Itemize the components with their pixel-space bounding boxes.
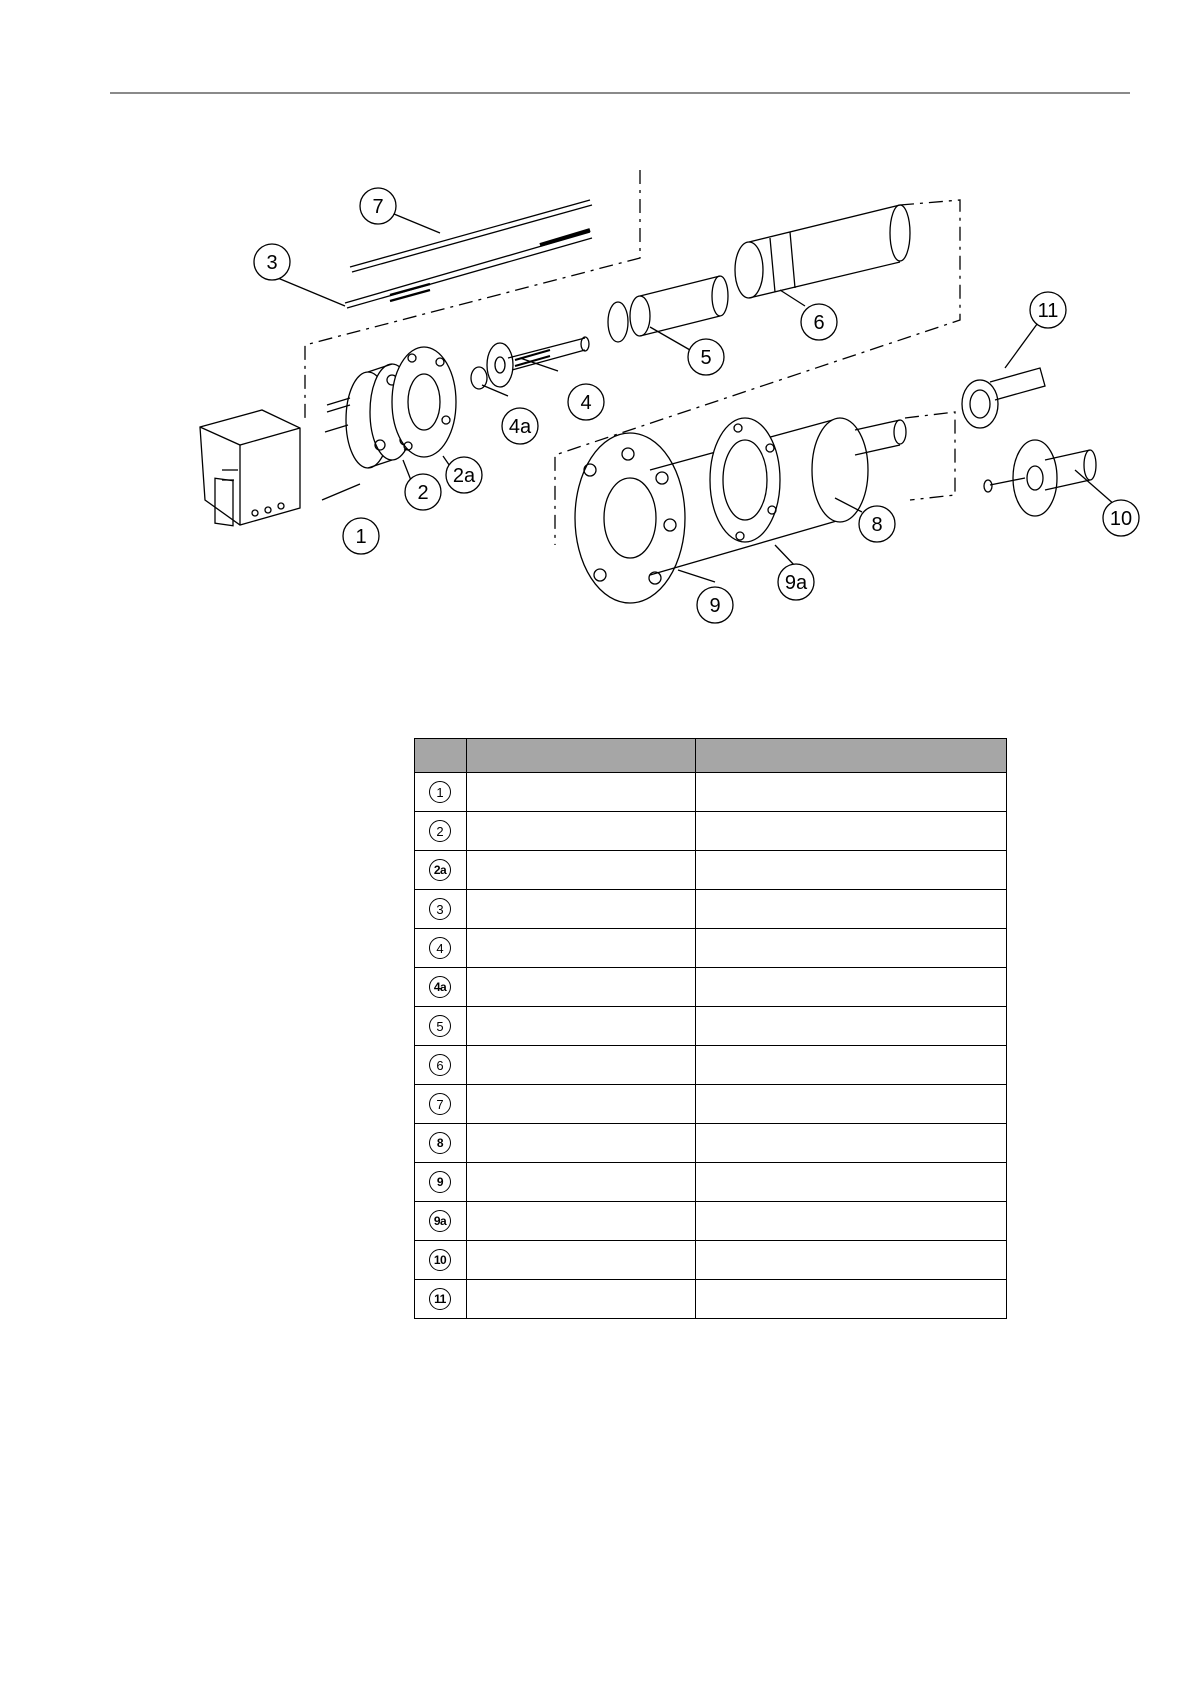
leader-1 xyxy=(322,484,360,500)
callout-2a-label: 2a xyxy=(452,465,476,487)
row-cell-b xyxy=(696,1046,1007,1085)
row-number-cell xyxy=(415,929,467,968)
row-cell-b xyxy=(696,1007,1007,1046)
row-cell-b xyxy=(696,1124,1007,1163)
row-cell-b xyxy=(696,1085,1007,1124)
junction-box-part xyxy=(200,410,300,526)
callout-1-label: 1 xyxy=(355,526,367,548)
callout-5-label: 5 xyxy=(700,347,712,369)
row-cell-b xyxy=(696,1163,1007,1202)
flange-9-part xyxy=(575,433,685,603)
callout-3-label: 3 xyxy=(266,252,278,274)
row-cell-a xyxy=(467,1007,696,1046)
item-number-badge: 9a xyxy=(429,1210,451,1232)
group-outline-flange xyxy=(905,412,955,500)
item-number-badge: 2 xyxy=(429,820,451,842)
item-number-badge: 1 xyxy=(429,781,451,803)
holder-part xyxy=(487,337,589,387)
table-row xyxy=(415,890,1007,929)
row-number-cell xyxy=(415,968,467,1007)
leader-11 xyxy=(1005,320,1040,368)
table-row xyxy=(415,1280,1007,1319)
row-cell-a xyxy=(467,929,696,968)
table-row xyxy=(415,812,1007,851)
item-number-badge: 4 xyxy=(429,937,451,959)
leader-7 xyxy=(394,214,440,233)
flange-9a-part xyxy=(710,418,780,542)
row-cell-b xyxy=(696,1241,1007,1280)
row-cell-b xyxy=(696,890,1007,929)
table-row xyxy=(415,1007,1007,1046)
gasket-2a-part xyxy=(392,347,456,457)
row-number-cell xyxy=(415,1085,467,1124)
sleeve-part xyxy=(962,368,1045,428)
item-number-badge: 8 xyxy=(429,1132,451,1154)
row-cell-a xyxy=(467,968,696,1007)
row-cell-a xyxy=(467,1046,696,1085)
table-row xyxy=(415,1202,1007,1241)
callout-9a-label: 9a xyxy=(784,572,808,594)
table-row xyxy=(415,1124,1007,1163)
row-cell-a xyxy=(467,1202,696,1241)
item-number-badge: 4a xyxy=(429,976,451,998)
row-number-cell xyxy=(415,812,467,851)
row-number-cell xyxy=(415,1046,467,1085)
outer-tube-part xyxy=(735,205,910,298)
callout-11-label: 11 xyxy=(1037,300,1059,322)
parts-list-table xyxy=(414,738,1007,1319)
row-number-cell xyxy=(415,1124,467,1163)
header-number xyxy=(415,739,467,773)
leader-6 xyxy=(780,290,805,306)
row-cell-a xyxy=(467,812,696,851)
row-cell-b xyxy=(696,929,1007,968)
row-cell-a xyxy=(467,1163,696,1202)
table-row xyxy=(415,1046,1007,1085)
leader-3 xyxy=(273,276,345,306)
row-cell-a xyxy=(467,1124,696,1163)
row-cell-b xyxy=(696,968,1007,1007)
table-row xyxy=(415,929,1007,968)
row-number-cell xyxy=(415,890,467,929)
row-number-cell xyxy=(415,1007,467,1046)
item-number-badge: 3 xyxy=(429,898,451,920)
callout-4a-label: 4a xyxy=(508,416,532,438)
row-number-cell xyxy=(415,773,467,812)
item-number-badge: 2a xyxy=(429,859,451,881)
callout-6-label: 6 xyxy=(813,312,825,334)
item-number-badge: 9 xyxy=(429,1171,451,1193)
row-cell-b xyxy=(696,812,1007,851)
table-header-row xyxy=(415,739,1007,773)
item-number-badge: 11 xyxy=(429,1288,451,1310)
row-number-cell xyxy=(415,1241,467,1280)
row-cell-a xyxy=(467,1085,696,1124)
electrode-part xyxy=(345,230,592,308)
table-row xyxy=(415,1163,1007,1202)
table-row xyxy=(415,1085,1007,1124)
callout-4-label: 4 xyxy=(580,392,592,414)
tube-insert-part xyxy=(608,276,728,342)
item-number-badge: 6 xyxy=(429,1054,451,1076)
callout-2-label: 2 xyxy=(417,482,429,504)
flange-adapter-part xyxy=(984,440,1096,516)
item-number-badge: 5 xyxy=(429,1015,451,1037)
row-number-cell xyxy=(415,1280,467,1319)
item-number-badge: 7 xyxy=(429,1093,451,1115)
table-row xyxy=(415,1241,1007,1280)
leader-9 xyxy=(678,570,715,582)
callout-8-label: 8 xyxy=(871,514,883,536)
row-cell-a xyxy=(467,851,696,890)
callout-10-label: 10 xyxy=(1109,508,1133,530)
row-cell-b xyxy=(696,1280,1007,1319)
exploded-view-diagram xyxy=(0,0,1190,700)
table-row xyxy=(415,851,1007,890)
row-number-cell xyxy=(415,1163,467,1202)
row-number-cell xyxy=(415,1202,467,1241)
group-outline-probe xyxy=(305,170,640,420)
callout-7-label: 7 xyxy=(372,196,384,218)
table-row xyxy=(415,968,1007,1007)
header-col-a xyxy=(467,739,696,773)
row-cell-b xyxy=(696,851,1007,890)
row-number-cell xyxy=(415,851,467,890)
row-cell-a xyxy=(467,1280,696,1319)
header-col-b xyxy=(696,739,1007,773)
row-cell-b xyxy=(696,773,1007,812)
row-cell-a xyxy=(467,890,696,929)
row-cell-a xyxy=(467,773,696,812)
leader-5 xyxy=(650,327,690,350)
row-cell-a xyxy=(467,1241,696,1280)
table-row xyxy=(415,773,1007,812)
item-number-badge: 10 xyxy=(429,1249,451,1271)
row-cell-b xyxy=(696,1202,1007,1241)
callout-9-label: 9 xyxy=(709,595,721,617)
